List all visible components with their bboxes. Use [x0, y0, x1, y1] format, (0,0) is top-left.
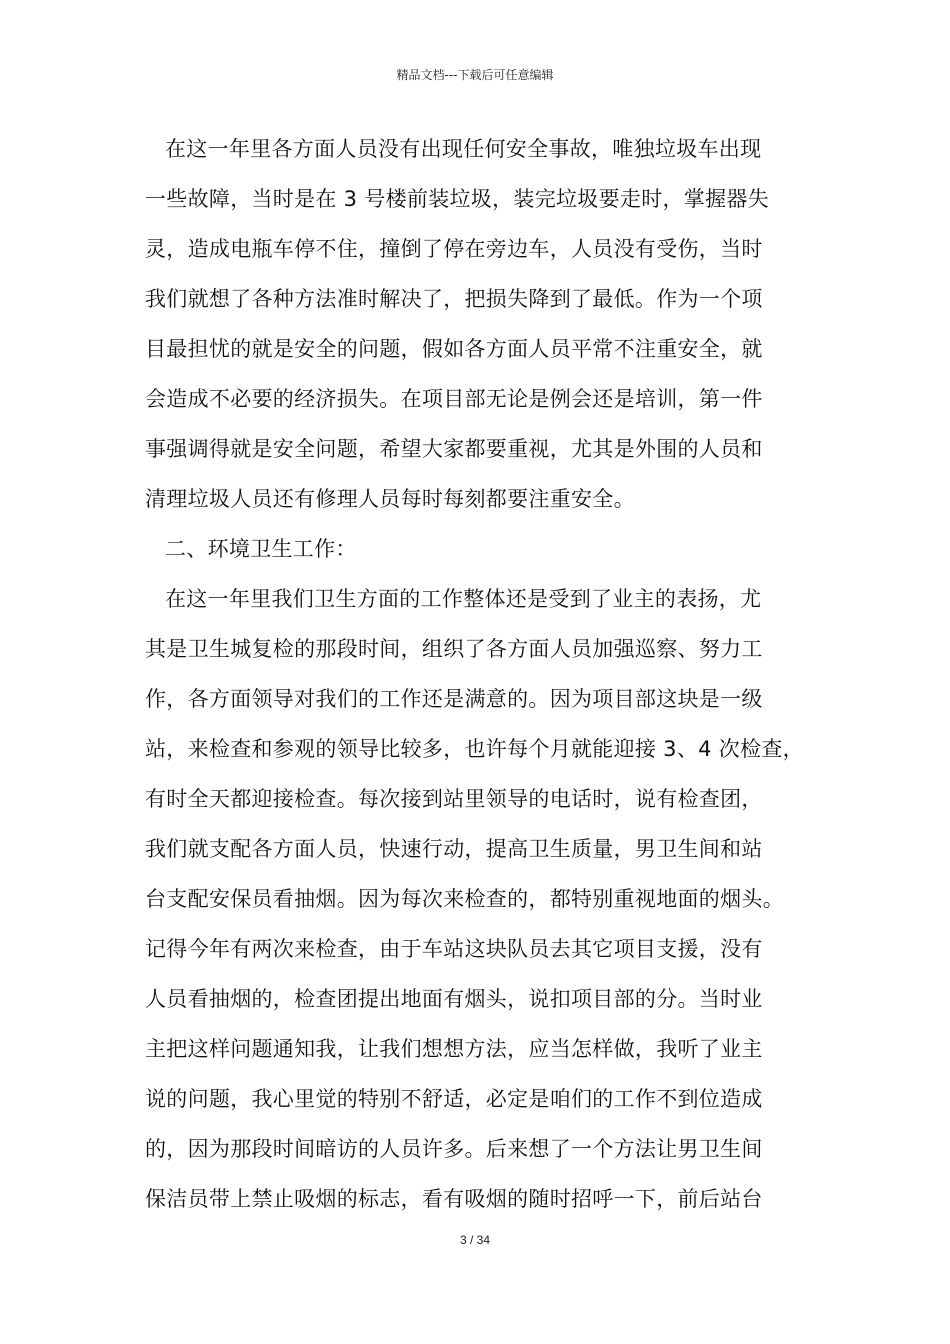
document-body	[145, 124, 835, 1224]
text-line: 的，因为那段时间暗访的人员许多。后来想了一个方法让男卫生间	[145, 1137, 763, 1161]
text-line: 台支配安保员看抽烟。因为每次来检查的，都特别重视地面的烟头。	[145, 887, 784, 911]
text-line: 在这一年里我们卫生方面的工作整体还是受到了业主的表扬，尤	[165, 587, 762, 611]
text-line: 我们就支配各方面人员，快速行动，提高卫生质量，男卫生间和站	[145, 837, 763, 861]
text-line: 主把这样问题通知我，让我们想想方法，应当怎样做，我听了业主	[145, 1037, 763, 1061]
text-line: 在这一年里各方面人员没有出现任何安全事故，唯独垃圾车出现	[165, 137, 762, 161]
text-line: 记得今年有两次来检查，由于车站这块队员去其它项目支援，没有	[145, 937, 763, 961]
text-line: 人员看抽烟的，检查团提出地面有烟头，说扣项目部的分。当时业	[145, 987, 763, 1011]
text-line: 站，来检查和参观的领导比较多，也许每个月就能迎接 3、4 次检查，	[145, 737, 804, 761]
text-line: 清理垃圾人员还有修理人员每时每刻都要注重安全。	[145, 487, 635, 511]
text-line: 目最担忧的就是安全的问题，假如各方面人员平常不注重安全，就	[145, 337, 763, 361]
text-line: 会造成不必要的经济损失。在项目部无论是例会还是培训，第一件	[145, 387, 763, 411]
text-line: 一些故障，当时是在 3 号楼前装垃圾，装完垃圾要走时，掌握器失	[145, 187, 770, 211]
text-line: 有时全天都迎接检查。每次接到站里领导的电话时，说有检查团，	[145, 787, 763, 811]
text-line: 事强调得就是安全问题，希望大家都要重视，尤其是外围的人员和	[145, 437, 763, 461]
text-line: 保洁员带上禁止吸烟的标志，看有吸烟的随时招呼一下，前后站台	[145, 1187, 763, 1211]
text-line: 我们就想了各种方法准时解决了，把损失降到了最低。作为一个项	[145, 287, 763, 311]
text-line: 灵，造成电瓶车停不住，撞倒了停在旁边车，人员没有受伤，当时	[145, 237, 763, 261]
text-line: 作，各方面领导对我们的工作还是满意的。因为项目部这块是一级	[145, 687, 763, 711]
section-heading: 二、环境卫生工作：	[165, 537, 357, 561]
text-line: 其是卫生城复检的那段时间，组织了各方面人员加强巡察、努力工	[145, 637, 763, 661]
page-header: 精品文档---下载后可任意编辑	[396, 68, 554, 82]
text-line: 说的问题，我心里觉的特别不舒适，必定是咱们的工作不到位造成	[145, 1087, 763, 1111]
page-number: 3 / 34	[459, 1233, 491, 1247]
